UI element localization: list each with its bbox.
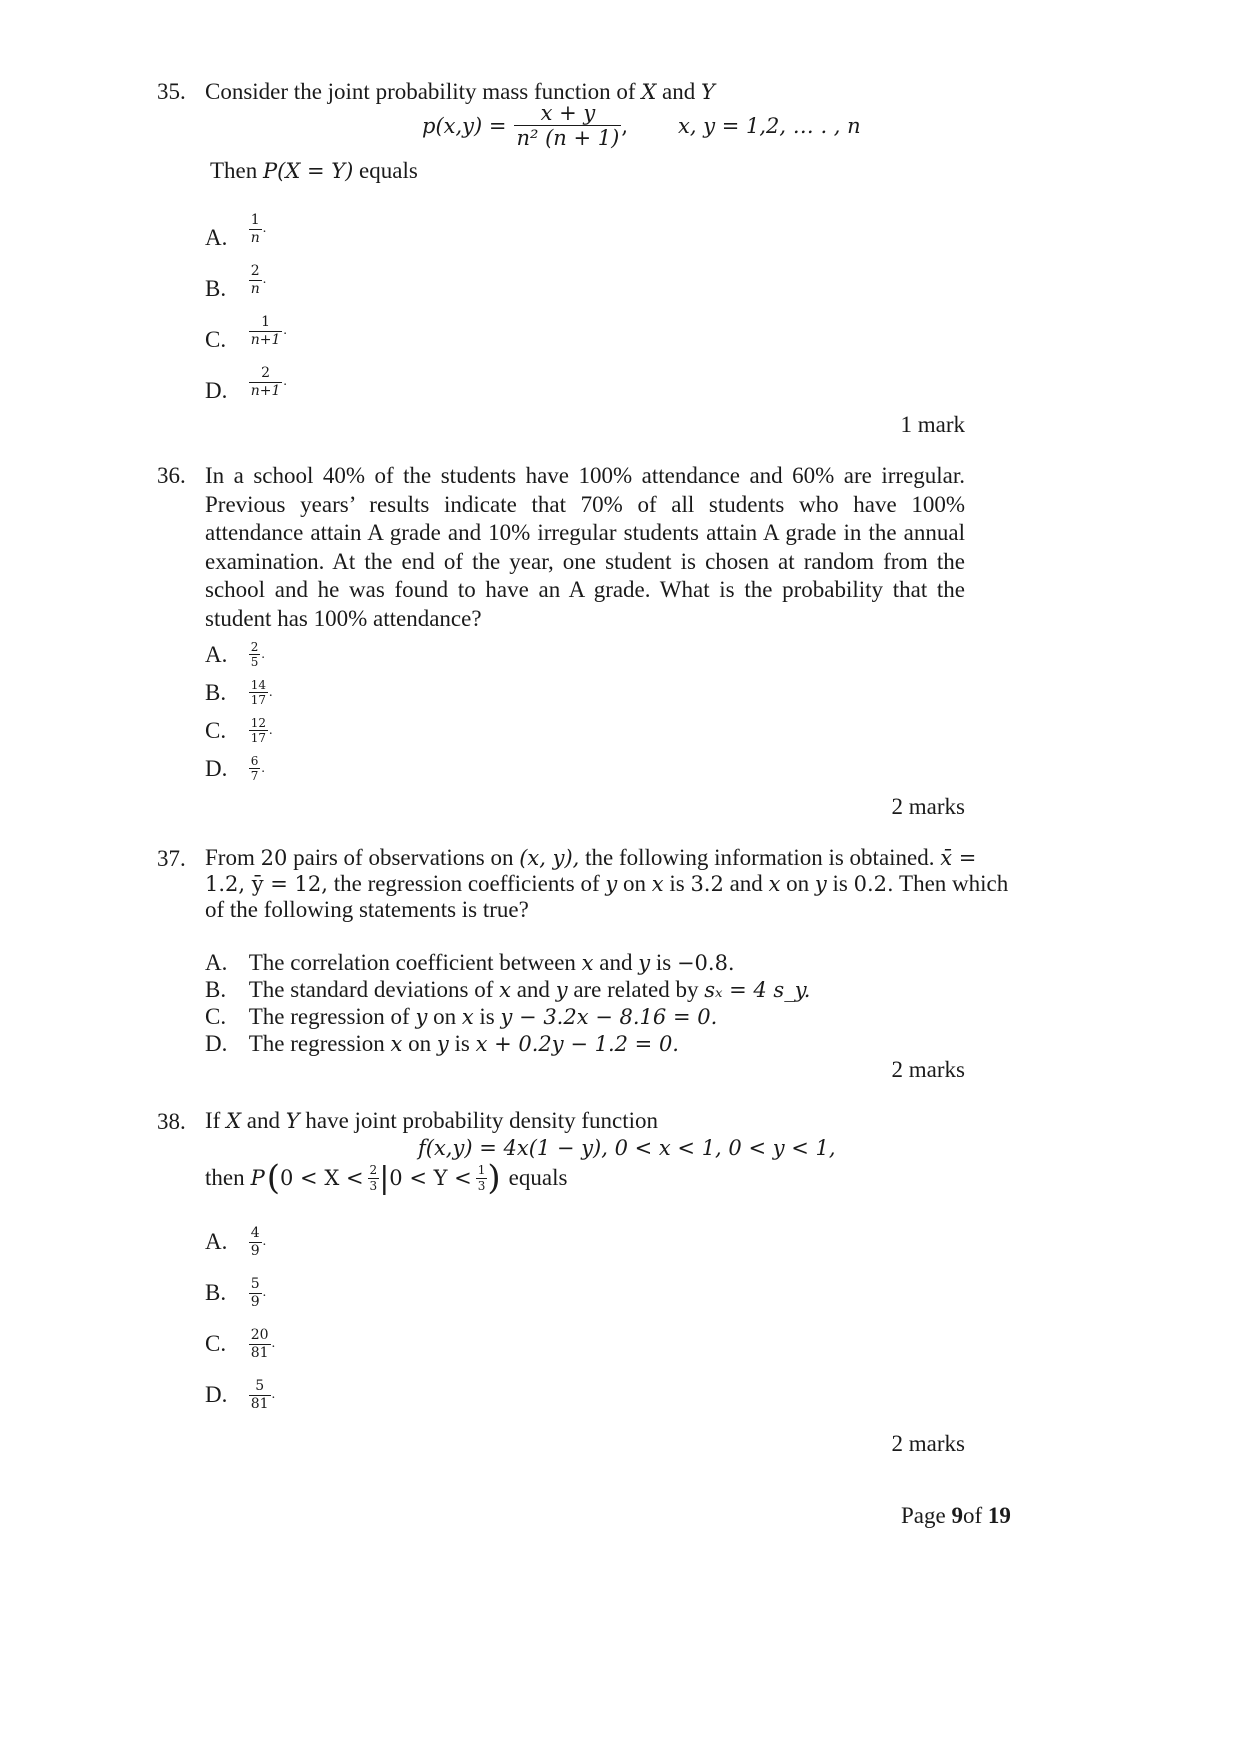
q35-then-line — [210, 158, 418, 184]
q35-number: 35. — [157, 79, 186, 104]
q36-option-c-den: 17 — [250, 731, 267, 746]
q38-var-x: X — [226, 1109, 242, 1133]
q35-option-c-label: C. — [205, 327, 227, 352]
q38-option-c[interactable]: C. $\frac{20}{81}$ . — [205, 1327, 276, 1361]
q38-frac-2-num: 1 — [477, 1162, 486, 1177]
q36-option-b-frac — [249, 679, 268, 707]
q35-option-a-den: n — [250, 229, 260, 246]
q37-option-c-m3: y − 3.2x − 8.16 = 0. — [500, 1005, 718, 1029]
q38-option-d-num: 5 — [255, 1378, 265, 1394]
q37-n-pairs: 20 — [260, 846, 288, 870]
q38-if: If — [205, 1108, 221, 1133]
q37-option-b[interactable] — [205, 977, 810, 1003]
q37-text-from: From — [205, 845, 255, 870]
q35-formula-numerator: x + y — [540, 101, 596, 125]
q35-option-c-num: 1 — [261, 313, 271, 330]
q37-text — [205, 845, 1009, 923]
q35-and: and — [662, 79, 696, 104]
q38-option-d-label: D. — [205, 1382, 228, 1408]
q36-option-c[interactable]: C. $\frac{12}{17}$ . — [205, 715, 273, 746]
q35-option-d-frac — [249, 366, 283, 398]
q36-number: 36. — [157, 463, 186, 488]
q36-option-d-num: 6 — [250, 753, 259, 768]
q38-frac-1-num: 2 — [369, 1162, 378, 1177]
q35-option-b-frac — [249, 264, 262, 296]
q36-option-d[interactable]: D. $\frac{6}{7}$ . — [205, 753, 265, 784]
q38-option-a-num: 4 — [250, 1225, 260, 1241]
q37-option-d-pre: The regression — [248, 1031, 385, 1056]
q36-option-a-den: 5 — [250, 655, 259, 670]
q37-option-a-label: A. — [205, 950, 228, 975]
q38-option-c-den: 81 — [250, 1344, 269, 1361]
q35-option-b-label: B. — [205, 276, 227, 301]
q37-text-info: the following information is obtained. — [585, 845, 935, 870]
q36-option-a-num: 2 — [250, 639, 259, 654]
q38-option-d[interactable]: D. $\frac{5}{81}$ . — [205, 1378, 276, 1412]
q38-option-b-frac — [249, 1277, 262, 1309]
q37-option-d-m3: x + 0.2y − 1.2 = 0. — [475, 1032, 679, 1056]
q37-is2: is — [832, 871, 848, 896]
q37-marks: 2 marks — [891, 1057, 965, 1082]
q38-option-a[interactable]: A. $\frac{4}{9}$ . — [205, 1225, 267, 1259]
q37-line-3: of the following statements is true? — [205, 897, 529, 922]
q37-option-b-mid: and — [516, 977, 550, 1002]
q36-option-a[interactable]: A. $\frac{2}{5}$ . — [205, 639, 265, 670]
q37-option-d[interactable] — [205, 1031, 679, 1057]
q35-formula — [422, 102, 861, 149]
q36-option-b-label: B. — [205, 679, 227, 705]
q36-option-a-label: A. — [205, 641, 228, 667]
page-number — [901, 1503, 1011, 1529]
q35-option-d-num: 2 — [261, 364, 271, 381]
q38-P: P — [250, 1166, 265, 1190]
q37-pair: (x, y), — [519, 846, 580, 870]
q38-option-b-num: 5 — [250, 1276, 260, 1292]
q36-option-b[interactable]: B. $\frac{14}{17}$ . — [205, 677, 273, 708]
footer-of-word: of — [962, 1503, 983, 1528]
q38-option-c-label: C. — [205, 1331, 227, 1357]
q37-text-pairs: pairs of observations on — [293, 845, 514, 870]
q35-formula-domain: x, y = 1,2, … . , n — [678, 113, 861, 138]
q35-then: Then — [210, 158, 258, 183]
q38-frac-1-den: 3 — [369, 1178, 378, 1193]
q38-option-a-den: 9 — [250, 1242, 260, 1259]
q35-option-c-frac — [249, 315, 283, 347]
q37-xbar: x̄ = — [940, 846, 977, 870]
q37-option-a-pre: The correlation coefficient between — [248, 950, 576, 975]
q37-text-coef: the regression coefficients of — [333, 871, 600, 896]
q37-line-1 — [205, 845, 977, 871]
q38-number: 38. — [157, 1109, 186, 1134]
q37-and1: and — [729, 871, 763, 896]
q35-option-c-den: n+1 — [250, 331, 281, 348]
q35-option-b-num: 2 — [250, 262, 260, 279]
q35-var-y: Y — [700, 80, 715, 104]
q38-option-a-frac — [249, 1226, 262, 1258]
q37-x1: x — [651, 872, 664, 896]
q35-option-b[interactable]: B. $\frac{2}{n}$ . — [205, 258, 266, 302]
q37-option-a-post: is — [655, 950, 672, 975]
q37-val1: 3.2 — [690, 872, 724, 896]
q37-option-a-m1: x — [581, 951, 594, 975]
q35-var-x: X — [641, 80, 657, 104]
q37-option-c-m2: x — [461, 1005, 474, 1029]
q38-marks: 2 marks — [891, 1431, 965, 1456]
q35-option-d[interactable]: D. $\frac{2}{n+1}$ . — [205, 360, 287, 404]
q36-option-b-den: 17 — [250, 693, 267, 708]
q38-option-d-den: 81 — [250, 1395, 269, 1412]
q37-option-d-label: D. — [205, 1031, 228, 1056]
q35-formula-comma: , — [621, 113, 629, 138]
q37-val2: 0.2. — [853, 872, 894, 896]
q37-then-which: Then which — [899, 871, 1009, 896]
q37-option-c-post: is — [479, 1004, 495, 1029]
q38-var-y: Y — [285, 1109, 300, 1133]
q37-option-b-m3: sₓ = 4 s_y. — [704, 978, 811, 1002]
q38-equals: equals — [508, 1165, 568, 1190]
q36-option-d-den: 7 — [250, 769, 259, 784]
q35-option-d-label: D. — [205, 378, 228, 403]
q38-option-a-label: A. — [205, 1229, 228, 1255]
q37-option-b-pre: The standard deviations of — [248, 977, 494, 1002]
q37-option-d-m2: y — [436, 1032, 449, 1056]
q37-x2: x — [768, 872, 781, 896]
q37-option-a-m3: −0.8. — [676, 951, 735, 975]
q38-cond-a: 0 < X < — [280, 1166, 364, 1190]
q37-line-2 — [205, 871, 1009, 897]
q35-option-a-num: 1 — [250, 211, 260, 228]
q38-frac-2 — [476, 1164, 488, 1192]
q35-formula-denominator: n² (n + 1) — [516, 126, 620, 151]
q38-and: and — [246, 1108, 280, 1133]
q37-option-b-m2: y — [555, 978, 568, 1002]
q36-marks: 2 marks — [891, 794, 965, 819]
q35-option-c[interactable]: C. $\frac{1}{n+1}$ . — [205, 309, 287, 353]
q37-y2: y — [814, 872, 827, 896]
q37-y1: y — [605, 872, 618, 896]
q38-stem — [205, 1108, 658, 1134]
q35-formula-fraction — [514, 102, 621, 149]
q38-question: then P ( 0 < X < $\frac{2}{3}$ | 0 < Y < $\frac{1}{3}$ ) equals — [205, 1158, 568, 1198]
q38-cond-b: 0 < Y < — [389, 1166, 472, 1190]
q35-option-a[interactable]: A. $\frac{1}{n}$ . — [205, 207, 266, 251]
q38-frac-2-den: 3 — [477, 1178, 486, 1193]
q36-option-a-frac — [249, 641, 261, 669]
q37-option-d-post: is — [454, 1031, 470, 1056]
footer-page-word: Page — [901, 1503, 946, 1528]
q37-option-b-post: are related by — [573, 977, 699, 1002]
q38-option-c-frac — [249, 1328, 271, 1360]
q37-number: 37. — [157, 846, 186, 871]
q37-option-a-m2: y — [638, 951, 651, 975]
q36-option-c-frac — [249, 717, 268, 745]
q37-option-c-m1: y — [415, 1005, 428, 1029]
q38-option-b[interactable]: B. $\frac{5}{9}$ . — [205, 1276, 267, 1310]
q36-option-b-num: 14 — [250, 677, 267, 692]
footer-page-current: 9 — [951, 1503, 963, 1528]
q35-then-expr: P(X = Y) — [263, 159, 354, 183]
q38-option-c-num: 20 — [250, 1327, 269, 1343]
q36-option-d-label: D. — [205, 755, 228, 781]
q37-option-c-label: C. — [205, 1004, 227, 1029]
q35-option-d-den: n+1 — [250, 382, 281, 399]
q37-option-a[interactable] — [205, 950, 735, 976]
q36-option-c-num: 12 — [250, 715, 267, 730]
q35-marks: 1 mark — [900, 412, 965, 437]
q38-pdf: f(x,y) = 4x(1 − y), 0 < x < 1, 0 < y < 1, — [418, 1136, 836, 1160]
q38-condition-bar: | — [379, 1160, 390, 1196]
q37-option-b-m1: x — [499, 978, 511, 1002]
footer-page-total: 19 — [987, 1503, 1011, 1528]
q38-frac-1 — [368, 1164, 380, 1192]
q38-then: then — [205, 1165, 245, 1190]
q36-option-c-label: C. — [205, 717, 227, 743]
q37-option-c-mid: on — [433, 1004, 457, 1029]
q35-then-suffix: equals — [359, 158, 418, 183]
q35-stem-text: Consider the joint probability mass function of — [205, 79, 636, 104]
q38-option-b-den: 9 — [250, 1293, 260, 1310]
q36-text: In a school 40% of the students have 100% attendance and 60% are irregular. Previous years’ results indicate that 70% of all students who have 100% attendance attain A grade and 10% irregular students attain A grade in the annual examination. At the end of the year, one student is chosen at random from the school and he was found to have an A grade. What is the probability that the student has 100% attendance? — [205, 463, 965, 631]
q37-option-a-mid: and — [599, 950, 633, 975]
q35-formula-lhs: p(x,y) = — [422, 113, 507, 138]
q38-stem-text: have joint probability density function — [305, 1108, 658, 1133]
q35-option-a-label: A. — [205, 225, 228, 250]
q37-option-c-pre: The regression of — [248, 1004, 410, 1029]
q35-option-a-frac — [249, 213, 262, 245]
q37-is1: is — [669, 871, 685, 896]
q37-option-d-mid: on — [408, 1031, 432, 1056]
q37-option-b-label: B. — [205, 977, 227, 1002]
q38-option-b-label: B. — [205, 1280, 227, 1306]
q37-on2: on — [786, 871, 810, 896]
q36-option-d-frac — [249, 755, 261, 783]
q37-on1: on — [623, 871, 646, 896]
q38-option-d-frac — [249, 1379, 271, 1411]
q37-option-c[interactable] — [205, 1004, 717, 1030]
q37-means: 1.2, ȳ = 12, — [205, 872, 328, 896]
q35-option-b-den: n — [250, 280, 260, 297]
q37-option-d-m1: x — [390, 1032, 403, 1056]
